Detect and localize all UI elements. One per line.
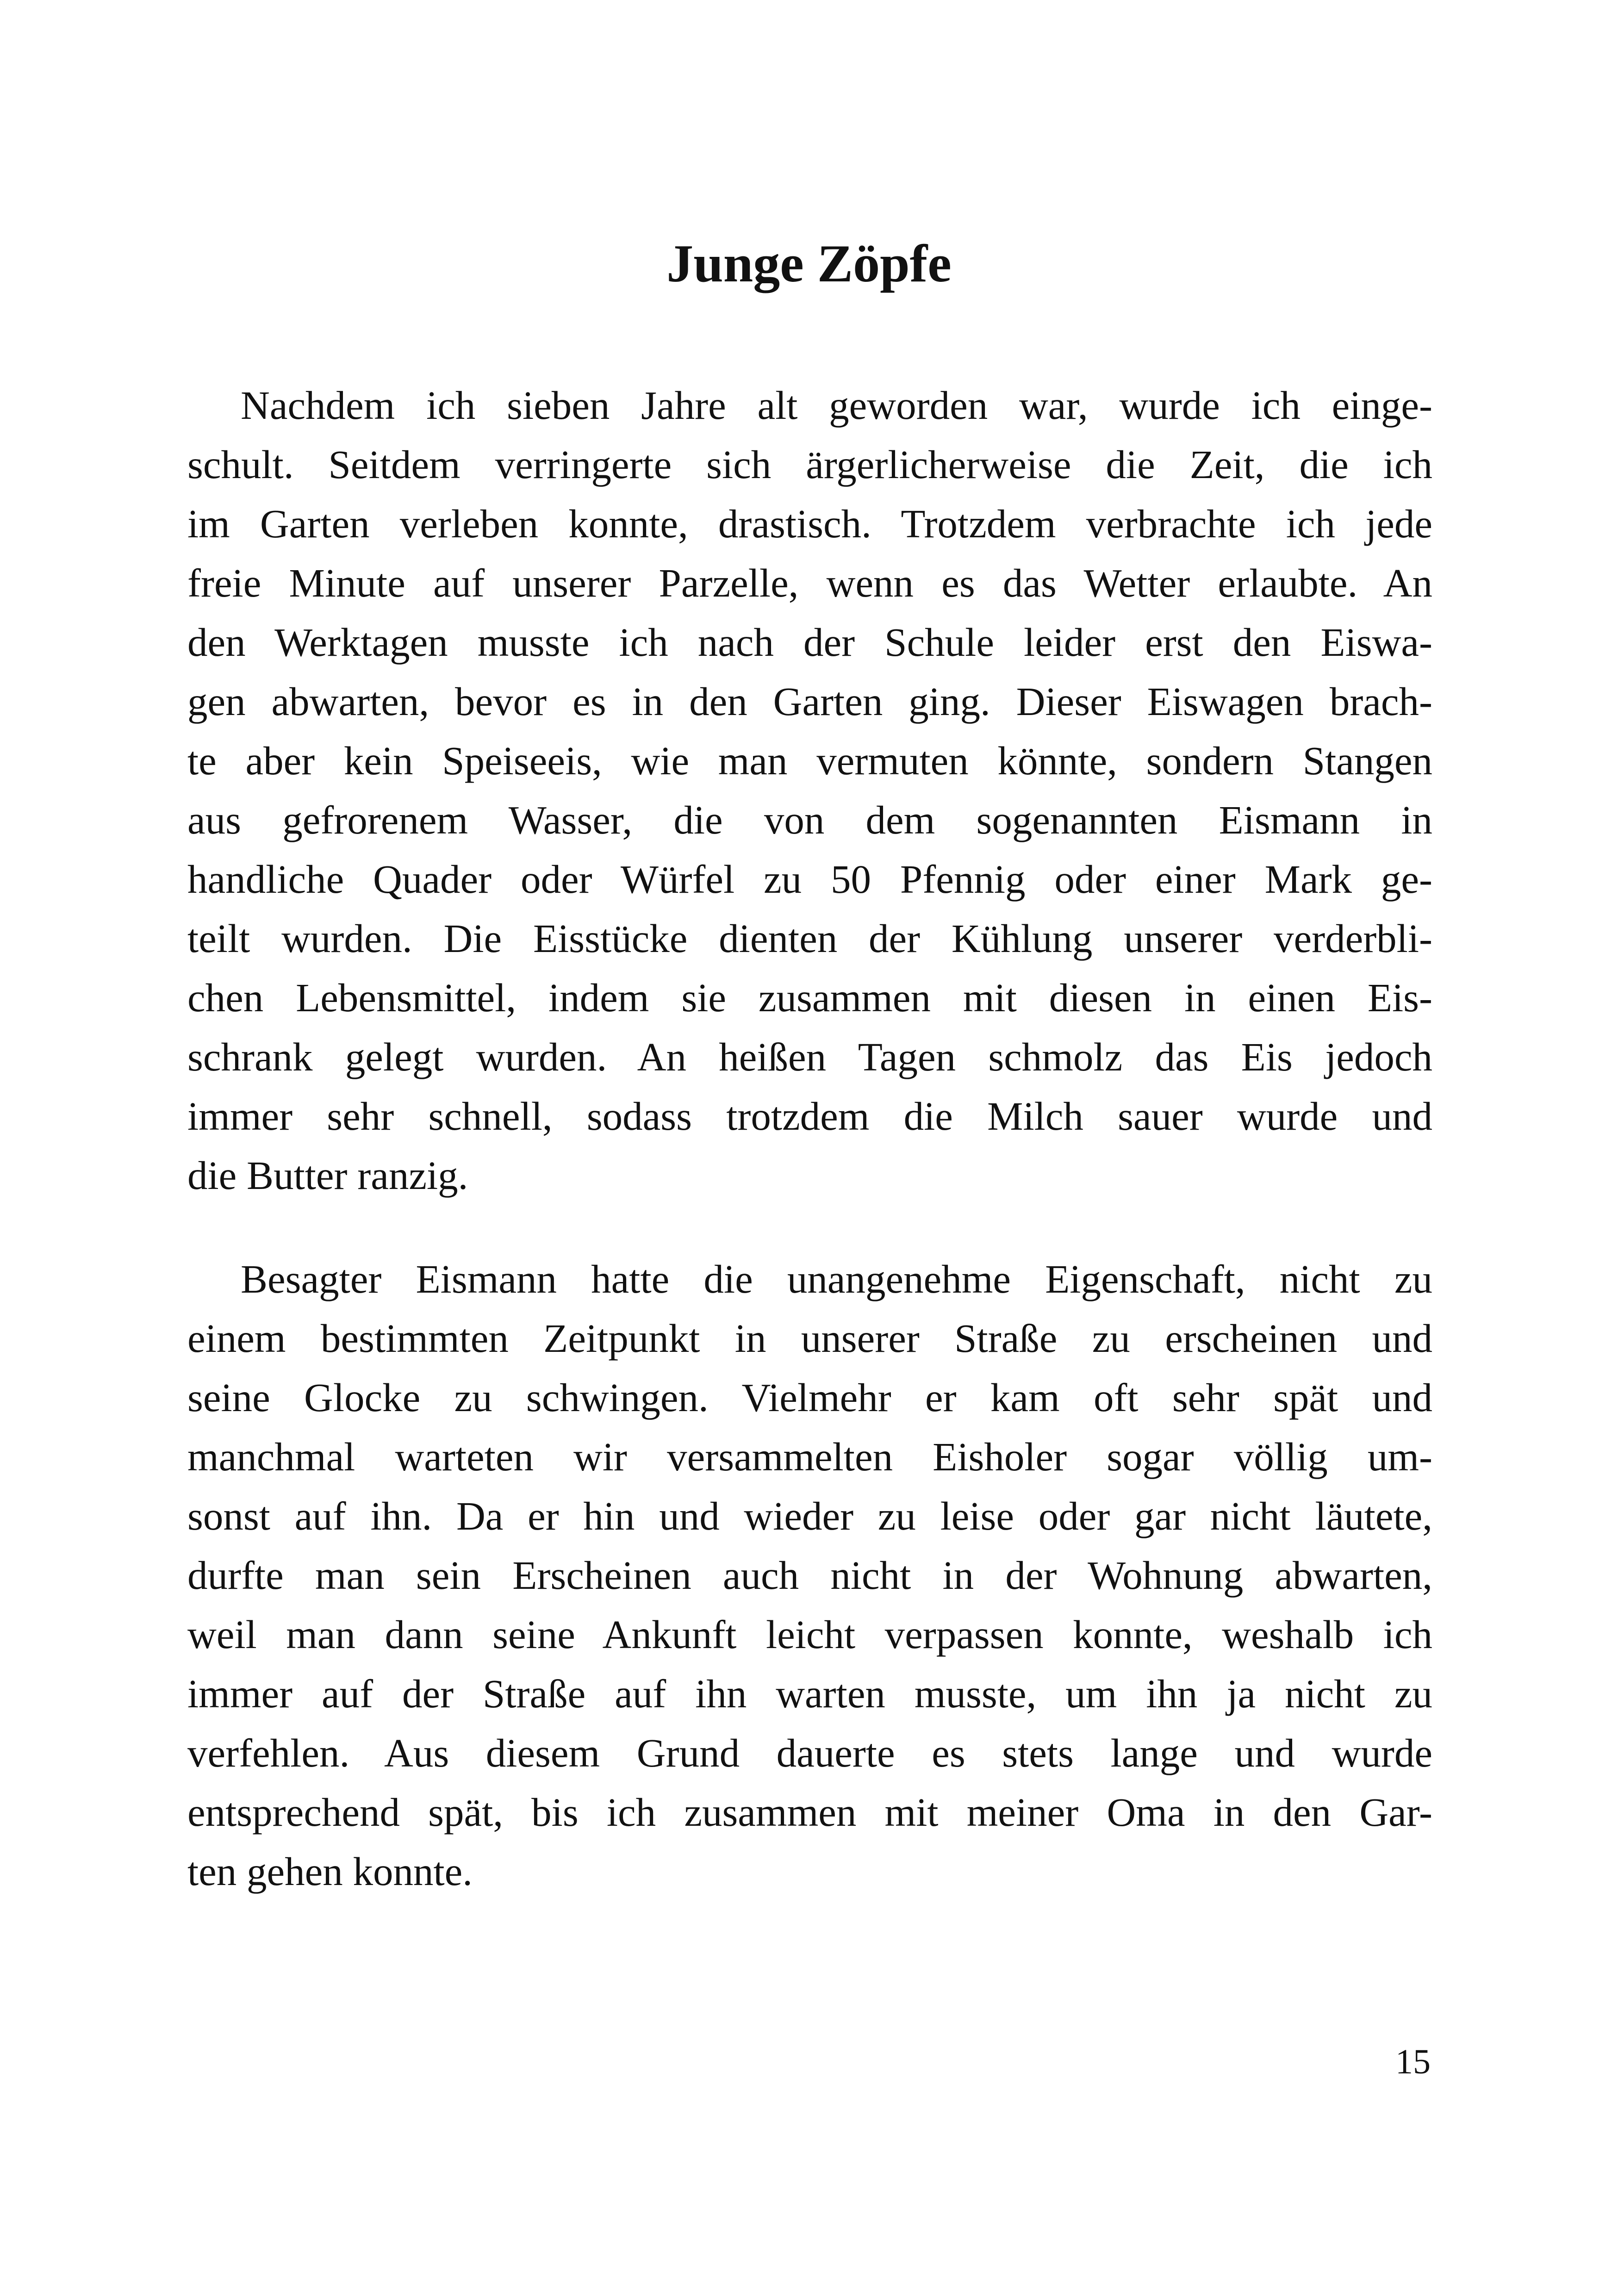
text-line: Nachdem ich sieben Jahre alt geworden war, wurde ich einge-: [241, 383, 1432, 428]
paragraph-2: [187, 1250, 1432, 1901]
page-number: 15: [1395, 2042, 1431, 2081]
text-line: einem bestimmten Zeitpunkt in unserer Straße zu erscheinen und: [187, 1316, 1432, 1361]
text-line: chen Lebensmittel, indem sie zusammen mit diesen in einen Eis-: [187, 975, 1432, 1020]
text-line: te aber kein Speiseeis, wie man vermuten könnte, sondern Stangen: [187, 738, 1432, 783]
text-line: im Garten verleben konnte, drastisch. Trotzdem verbrachte ich jede: [187, 501, 1432, 546]
text-line: freie Minute auf unserer Parzelle, wenn es das Wetter erlaubte. An: [187, 560, 1432, 605]
text-line: manchmal warteten wir versammelten Eisholer sogar völlig um-: [187, 1434, 1432, 1479]
text-line: Besagter Eismann hatte die unangenehme Eigenschaft, nicht zu: [241, 1257, 1432, 1301]
text-line: seine Glocke zu schwingen. Vielmehr er kam oft sehr spät und: [187, 1375, 1432, 1420]
chapter-title: Junge Zöpfe: [666, 234, 952, 293]
text-line: handliche Quader oder Würfel zu 50 Pfennig oder einer Mark ge-: [187, 857, 1432, 902]
text-line: immer auf der Straße auf ihn warten musste, um ihn ja nicht zu: [187, 1671, 1432, 1716]
text-line: aus gefrorenem Wasser, die von dem sogenannten Eismann in: [187, 797, 1432, 842]
text-line: den Werktagen musste ich nach der Schule leider erst den Eiswa-: [187, 620, 1432, 665]
text-line: gen abwarten, bevor es in den Garten ging. Dieser Eiswagen brach-: [187, 679, 1432, 724]
paragraph-spacer: [187, 1205, 1432, 1250]
text-line: die Butter ranzig.: [187, 1153, 468, 1198]
text-line: schrank gelegt wurden. An heißen Tagen schmolz das Eis jedoch: [187, 1034, 1432, 1079]
text-line: teilt wurden. Die Eisstücke dienten der Kühlung unserer verderbli-: [187, 916, 1432, 961]
text-line: durfte man sein Erscheinen auch nicht in der Wohnung abwarten,: [187, 1553, 1432, 1598]
text-line: sonst auf ihn. Da er hin und wieder zu leise oder gar nicht läutete,: [187, 1493, 1432, 1538]
text-line: weil man dann seine Ankunft leicht verpassen konnte, weshalb ich: [187, 1612, 1432, 1657]
text-line: entsprechend spät, bis ich zusammen mit meiner Oma in den Gar-: [187, 1790, 1432, 1835]
text-line: verfehlen. Aus diesem Grund dauerte es stets lange und wurde: [187, 1730, 1432, 1775]
text-line: immer sehr schnell, sodass trotzdem die Milch sauer wurde und: [187, 1094, 1432, 1139]
paragraph-1: [187, 376, 1432, 1205]
body-text: [187, 376, 1432, 1901]
text-line: ten gehen konnte.: [187, 1849, 473, 1894]
text-line: schult. Seitdem verringerte sich ärgerlicherweise die Zeit, die ich: [187, 442, 1432, 487]
